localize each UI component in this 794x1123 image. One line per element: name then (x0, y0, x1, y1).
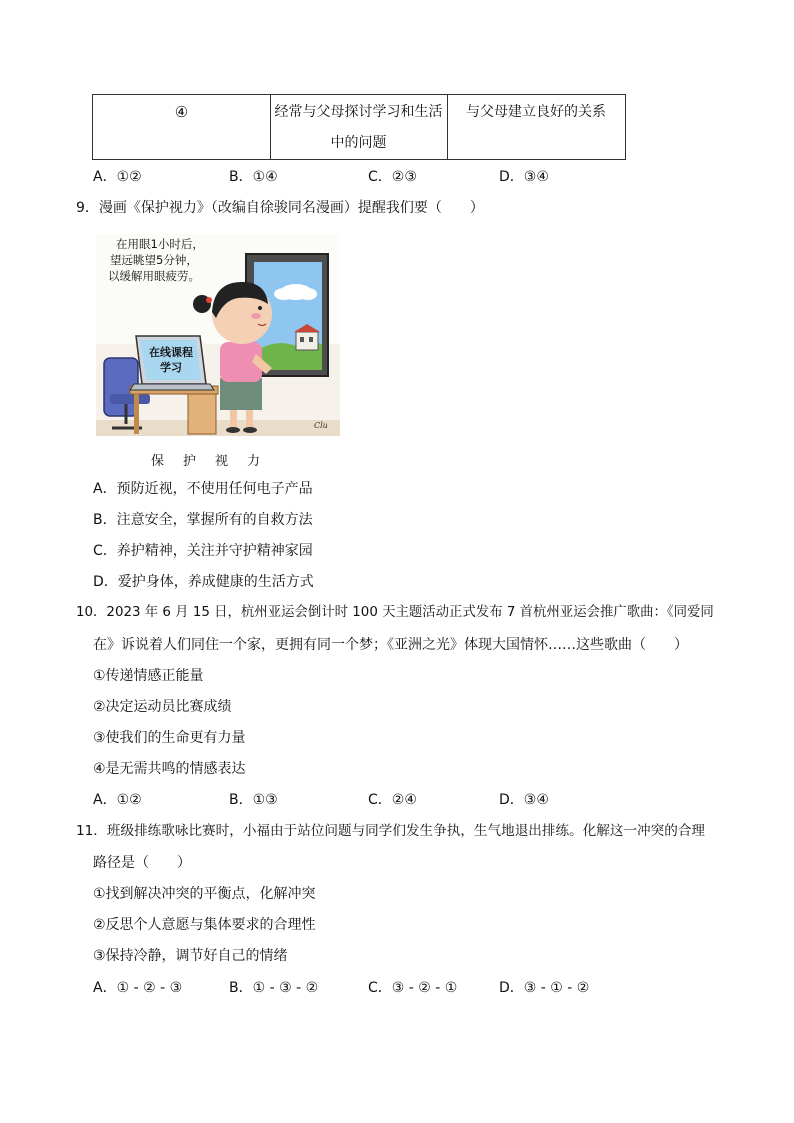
q8-option-a[interactable]: A．①② (93, 169, 142, 185)
table-cell-behavior-line1: 经常与父母探讨学习和生活 (274, 104, 443, 120)
table-cell-number: ④ (174, 103, 189, 121)
q9-option-c[interactable]: C．养护精神，关注并守护精神家园 (93, 543, 313, 559)
q10-stem-line2: 在》诉说着人们同住一个家，更拥有同一个梦；《亚洲之光》体现大国情怀……这些歌曲（ ） (93, 637, 688, 653)
cartoon-protect-eyesight (96, 234, 340, 436)
q10-stem-line1: 10．2023 年 6 月 15 日，杭州亚运会倒计时 100 天主题活动正式发布 7 首杭州亚运会推广歌曲：《同爱同 (76, 605, 714, 620)
q9-option-d[interactable]: D．爱护身体，养成健康的生活方式 (93, 574, 314, 590)
q10-option-c[interactable]: C．②④ (368, 792, 417, 808)
q10-option-b[interactable]: B．①③ (229, 792, 278, 808)
caption-char: 护 (183, 454, 197, 469)
q11-option-b[interactable]: B．① - ③ - ② (229, 980, 319, 996)
q11-option-a[interactable]: A．① - ② - ③ (93, 980, 183, 996)
q11-item-2: ②反思个人意愿与集体要求的合理性 (93, 917, 316, 933)
cartoon-illustration (96, 234, 340, 436)
q8-option-d[interactable]: D．③④ (499, 169, 549, 185)
caption-char: 力 (247, 454, 261, 469)
q9-option-b[interactable]: B．注意安全，掌握所有的自救方法 (93, 512, 313, 528)
q9-option-a[interactable]: A．预防近视，不使用任何电子产品 (93, 481, 313, 497)
cartoon-caption (151, 450, 279, 469)
answer-table (92, 94, 626, 160)
q8-option-c[interactable]: C．②③ (368, 169, 417, 185)
q10-item-2: ②决定运动员比赛成绩 (93, 699, 232, 715)
q11-item-1: ①找到解决冲突的平衡点，化解冲突 (93, 886, 316, 902)
q11-option-d[interactable]: D．③ - ① - ② (499, 980, 590, 996)
q11-stem-line2: 路径是（ ） (93, 855, 191, 871)
q10-item-3: ③使我们的生命更有力量 (93, 730, 246, 746)
q10-item-4: ④是无需共鸣的情感表达 (93, 761, 246, 777)
cartoon-signature: Clu (314, 421, 328, 430)
laptop-text-line1: 在线课程 (149, 346, 193, 359)
laptop-text-line2: 学习 (160, 361, 182, 374)
bubble-line1: 在用眼1小时后， (116, 237, 204, 251)
q10-item-1: ①传递情感正能量 (93, 668, 204, 684)
table-cell-behavior-line2: 中的问题 (330, 135, 387, 151)
q10-option-d[interactable]: D．③④ (499, 792, 549, 808)
q11-item-3: ③保持冷静，调节好自己的情绪 (93, 948, 288, 964)
q9-stem: 9．漫画《保护视力》（改编自徐骏同名漫画）提醒我们要（ ） (76, 200, 484, 216)
bubble-line2: 望远眺望5分钟， (110, 253, 198, 267)
caption-char: 保 (151, 454, 165, 469)
q8-option-b[interactable]: B．①④ (229, 169, 278, 185)
caption-char: 视 (215, 454, 229, 469)
bubble-line3: 以缓解用眼疲劳。 (108, 269, 200, 283)
q11-stem-line1: 11．班级排练歌咏比赛时，小福由于站位问题与同学们发生争执，生气地退出排练。化解这一冲突的合理 (76, 823, 706, 839)
q10-option-a[interactable]: A．①② (93, 792, 142, 808)
table-cell-result: 与父母建立良好的关系 (466, 104, 606, 120)
q11-option-c[interactable]: C．③ - ② - ① (368, 980, 458, 996)
